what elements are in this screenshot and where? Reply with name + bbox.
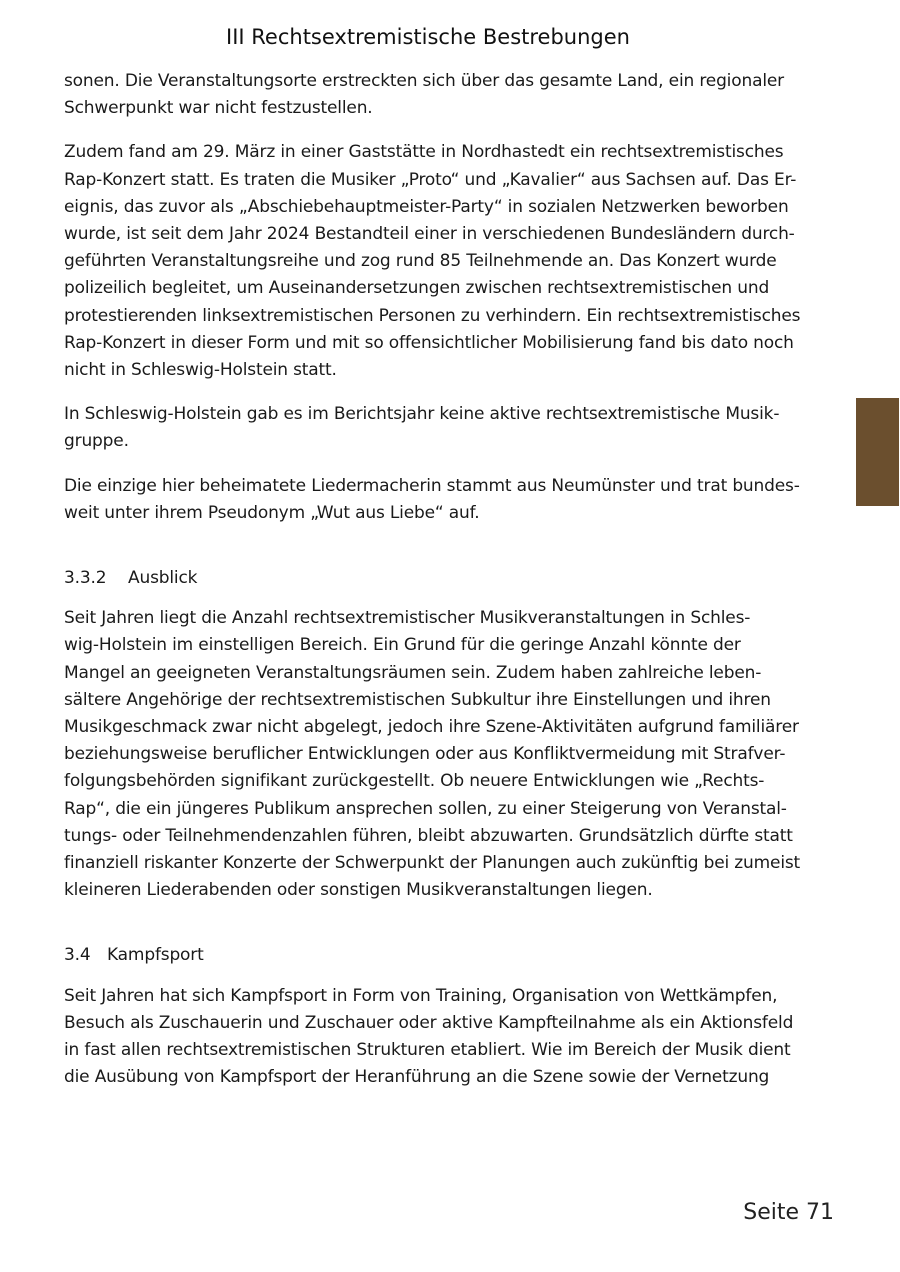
text-line: Die einzige hier beheimatete Liedermacherin stammt aus Neumünster und trat bundes- [64,475,800,496]
text-line: weit unter ihrem Pseudonym „Wut aus Liebe“ auf. [64,502,480,523]
paragraph [64,139,801,384]
text-line: Rap-Konzert statt. Es traten die Musiker „Proto“ und „Kavalier“ aus Sachsen auf. Das Er- [64,169,797,190]
paragraph [64,68,794,122]
text-line: beziehungsweise beruflicher Entwicklungen oder aus Konfliktvermeidung mit Strafver- [64,744,786,765]
section-title: Ausblick [128,568,198,589]
text-line: Zudem fand am 29. März in einer Gaststätte in Nordhastedt ein rechtsextremistisches [64,142,784,163]
text-line: Rap-Konzert in dieser Form und mit so offensichtlicher Mobilisierung fand bis dato noch [64,332,794,353]
text-line: polizeilich begleitet, um Auseinandersetzungen zwischen rechtsextremistischen und [64,278,770,299]
text-line: Seit Jahren liegt die Anzahl rechtsextremistischer Musikveranstaltungen in Schles- [64,608,751,629]
text-line: wurde, ist seit dem Jahr 2024 Bestandteil einer in verschiedenen Bundesländern durch- [64,224,795,245]
paragraph [64,605,801,904]
text-line: Seit Jahren hat sich Kampfsport in Form von Training, Organisation von Wettkämpfen, [64,985,778,1006]
text-line: sältere Angehörige der rechtsextremistischen Subkultur ihre Einstellungen und ihren [64,689,771,710]
section-number: 3.3.2 [64,568,107,589]
chapter-side-tab [856,398,899,506]
text-line: folgungsbehörden signifikant zurückgestellt. Ob neuere Entwicklungen wie „Rechts- [64,771,765,792]
text-line: die Ausübung von Kampfsport der Heranführung an die Szene sowie der Vernetzung [64,1067,770,1088]
section-number: 3.4 [64,945,91,966]
text-line: Rap“, die ein jüngeres Publikum ansprechen sollen, zu einer Steigerung von Veranstal- [64,798,787,819]
text-line: In Schleswig-Holstein gab es im Berichtsjahr keine aktive rechtsextremistische Musik- [64,404,780,425]
text-line: nicht in Schleswig-Holstein statt. [64,360,337,381]
section-title: Kampfsport [107,945,204,966]
text-line: tungs- oder Teilnehmendenzahlen führen, bleibt abzuwarten. Grundsätzlich dürfte statt [64,825,793,846]
paragraph [64,401,794,455]
text-line: Besuch als Zuschauerin und Zuschauer oder aktive Kampfteilnahme als ein Aktionsfeld [64,1012,794,1033]
paragraph [64,473,800,527]
paragraph [64,983,794,1092]
text-line: geführten Veranstaltungsreihe und zog rund 85 Teilnehmende an. Das Konzert wurde [64,251,777,272]
text-line: Musikgeschmack zwar nicht abgelegt, jedoch ihre Szene-Aktivitäten aufgrund familiärer [64,717,799,738]
text-line: kleineren Liederabenden oder sonstigen Musikveranstaltungen liegen. [64,880,653,901]
running-header: III Rechtsextremistische Bestrebungen [226,25,630,49]
section-heading [64,565,794,592]
text-line: eignis, das zuvor als „Abschiebehauptmeister-Party“ in sozialen Netzwerken beworben [64,196,789,217]
text-line: Mangel an geeigneten Veranstaltungsräumen sein. Zudem haben zahlreiche leben- [64,662,762,683]
text-line: finanziell riskanter Konzerte der Schwerpunkt der Planungen auch zukünftig bei zumeist [64,853,801,874]
page-body [64,68,801,1109]
text-line: sonen. Die Veranstaltungsorte erstreckten sich über das gesamte Land, ein regionaler [64,71,784,91]
page-number: Seite 71 [743,1200,834,1225]
text-line: wig-Holstein im einstelligen Bereich. Ein Grund für die geringe Anzahl könnte der [64,635,741,656]
section-heading [64,942,794,969]
text-line: protestierenden linksextremistischen Personen zu verhindern. Ein rechtsextremistisches [64,305,801,326]
text-line: gruppe. [64,431,129,452]
text-line: Schwerpunkt war nicht festzustellen. [64,98,373,119]
text-line: in fast allen rechtsextremistischen Strukturen etabliert. Wie im Bereich der Musik dient [64,1040,791,1061]
